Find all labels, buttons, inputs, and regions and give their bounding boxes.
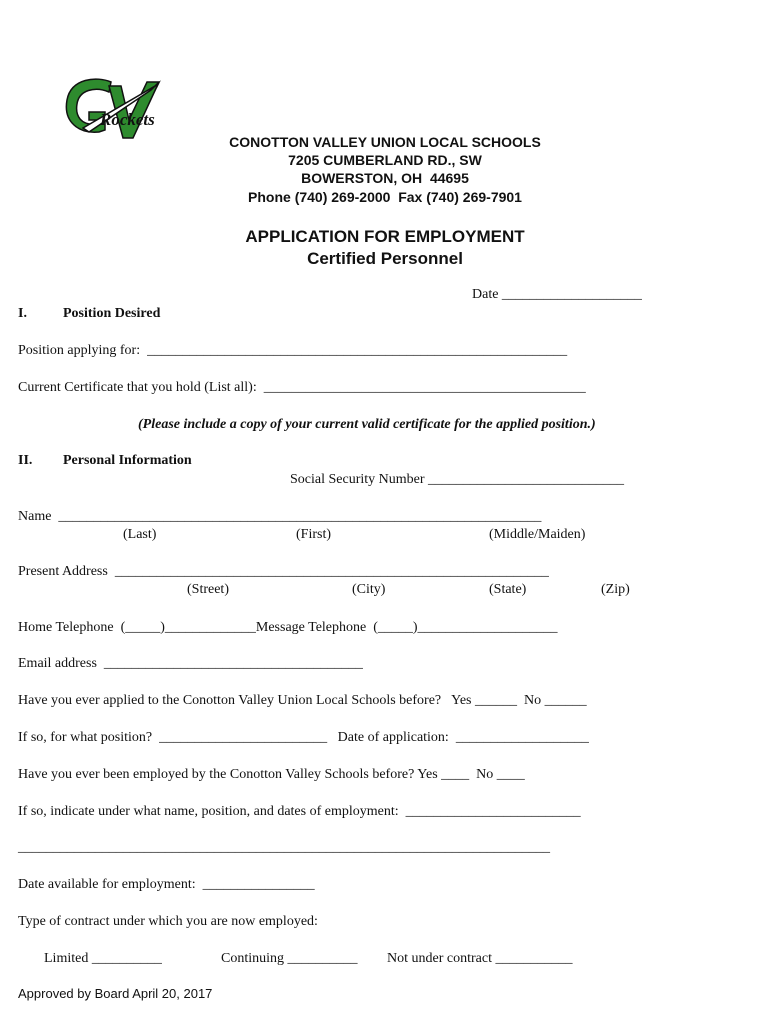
employed-before-field[interactable]: Have you ever been employed by the Conotton Valley Schools before? Yes ____ No ____ <box>18 767 525 782</box>
certificate-note: (Please include a copy of your current valid certificate for the applied position.) <box>138 417 596 432</box>
school-phone-fax: Phone (740) 269-2000 Fax (740) 269-7901 <box>248 189 522 205</box>
name-last-label: (Last) <box>123 527 157 542</box>
address-street-label: (Street) <box>187 582 229 597</box>
applied-before-field[interactable]: Have you ever applied to the Conotton Valley Union Local Schools before? Yes ______ No ______ <box>18 693 587 708</box>
address-field[interactable]: Present Address ______________________________________________________________ <box>18 564 549 579</box>
section-2-number: II. <box>18 453 33 468</box>
ssn-field[interactable]: Social Security Number ____________________________ <box>290 472 625 487</box>
address-city-label: (City) <box>352 582 386 597</box>
name-middle-label: (Middle/Maiden) <box>489 527 586 542</box>
name-first-label: (First) <box>296 527 331 542</box>
approval-footer: Approved by Board April 20, 2017 <box>18 986 213 1001</box>
section-1-number: I. <box>18 306 27 321</box>
current-certificate-field[interactable]: Current Certificate that you hold (List all): ______________________________________________ <box>18 380 586 395</box>
section-2-heading: Personal Information <box>63 453 192 468</box>
previous-position-field[interactable]: If so, for what position? ________________________ Date of application: ___________________ <box>18 730 589 745</box>
form-title: APPLICATION FOR EMPLOYMENT <box>245 227 525 246</box>
contract-none-field[interactable]: Not under contract ___________ <box>387 951 573 966</box>
school-street: 7205 CUMBERLAND RD., SW <box>288 152 482 168</box>
telephone-fields[interactable]: Home Telephone (_____)_____________Message Telephone (_____)____________________ <box>18 620 558 635</box>
position-applying-field[interactable]: Position applying for: ____________________________________________________________ <box>18 343 568 358</box>
form-subtitle: Certified Personnel <box>307 249 463 268</box>
date-available-field[interactable]: Date available for employment: ________________ <box>18 877 315 892</box>
employment-details-field[interactable]: If so, indicate under what name, position, and dates of employment: _________________________ <box>18 804 581 819</box>
address-zip-label: (Zip) <box>601 582 630 597</box>
logo-script-text: Rockets <box>100 110 155 129</box>
date-field[interactable]: Date ____________________ <box>472 287 642 302</box>
employment-details-line-2[interactable]: ____________________________________________________________________________ <box>18 840 550 855</box>
address-state-label: (State) <box>489 582 527 597</box>
school-city: BOWERSTON, OH 44695 <box>301 170 469 186</box>
contract-limited-field[interactable]: Limited __________ <box>44 951 162 966</box>
contract-continuing-field[interactable]: Continuing __________ <box>221 951 358 966</box>
school-name: CONOTTON VALLEY UNION LOCAL SCHOOLS <box>229 134 541 150</box>
contract-type-label: Type of contract under which you are now employed: <box>18 914 318 929</box>
email-field[interactable]: Email address _____________________________________ <box>18 656 363 671</box>
district-logo <box>52 56 192 140</box>
name-field[interactable]: Name _____________________________________________________________________ <box>18 509 542 524</box>
section-1-heading: Position Desired <box>63 306 161 321</box>
